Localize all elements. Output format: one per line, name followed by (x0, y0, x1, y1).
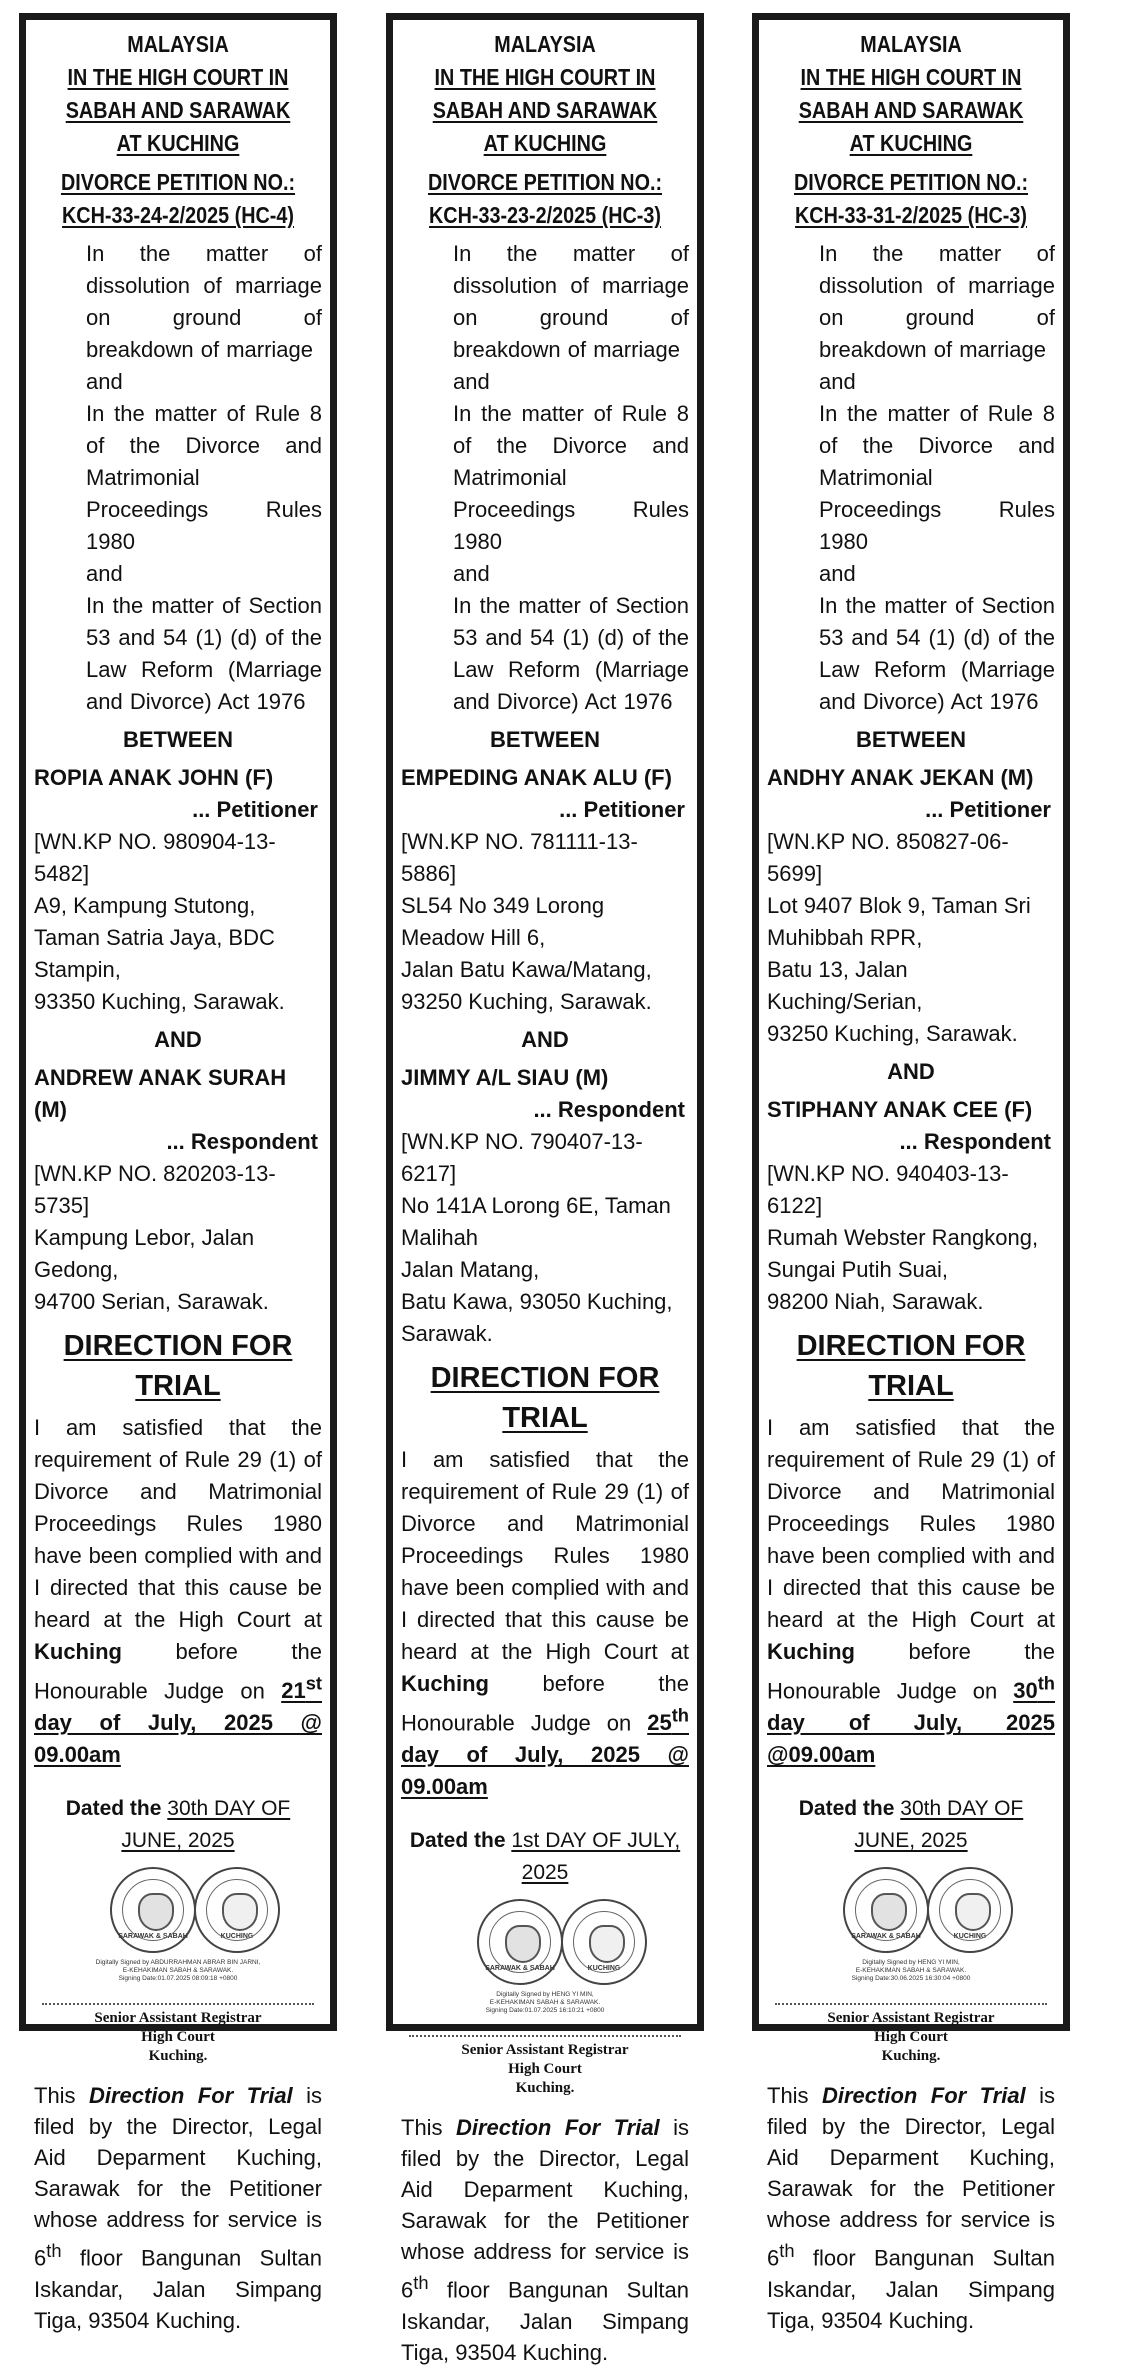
notice-column-2 (386, 13, 704, 2365)
dated-value: 30th DAY OF JUNE, 2025 (121, 1797, 291, 1853)
matter-line: In the matter of Section 53 and 54 (1) (d) of the Law Reform (Marriage and Divorce) Act 1976 (453, 593, 689, 714)
footer-post: is filed by the Director, Legal Aid Deparment Kuching, Sarawak for the Petitioner whose address for service is 6 (401, 2115, 689, 2303)
address-line: Kampung Lebor, Jalan Gedong, (34, 1225, 255, 1282)
address-line: A9, Kampung Stutong, (34, 893, 256, 918)
direction-place: Kuching (767, 1639, 855, 1664)
petitioner-name: EMPEDING ANAK ALU (F) (401, 765, 672, 790)
address-line: Taman Satria Jaya, BDC Stampin, (34, 925, 275, 982)
dated-line (34, 1793, 322, 1857)
petitioner-name: ROPIA ANAK JOHN (F) (34, 765, 274, 790)
address-line: Signing Date:01.07.2025 16:10:21 +0800 (485, 2007, 605, 2015)
respondent-name: STIPHANY ANAK CEE (F) (767, 1097, 1033, 1122)
matter-line: In the matter of Rule 8 of the Divorce and Matrimonial Proceedings Rules 1980 (819, 401, 1055, 554)
matter-line: and (86, 369, 123, 394)
dated-line (401, 1825, 689, 1889)
hearing-day: 21 (281, 1678, 306, 1704)
address-line: Signing Date:30.06.2025 16:30:04 +0800 (851, 1975, 971, 1983)
direction-body (401, 1444, 689, 1803)
notice-column-3 (752, 13, 1070, 2333)
address-line: Rumah Webster Rangkong, (767, 1225, 1039, 1250)
address-line: 93350 Kuching, Sarawak. (34, 989, 285, 1014)
address-line: 94700 Serian, Sarawak. (34, 1289, 269, 1314)
hearing-rest: day of July, 2025 @ 09.00am (401, 1742, 689, 1800)
signature-line (42, 2003, 314, 2005)
petition-number: KCH-33-24-2/2025 (HC-4) (62, 202, 294, 228)
address-line: 98200 Niah, Sarawak. (767, 1289, 984, 1314)
hearing-rest: day of July, 2025 @09.00am (767, 1710, 1055, 1768)
court-seals (34, 1867, 322, 1997)
dated-value: 30th DAY OF JUNE, 2025 (854, 1797, 1024, 1853)
registrar-block (34, 2009, 322, 2066)
seal-left-text: SARAWAK & SABAH (118, 1933, 188, 1941)
petitioner-ic: [WN.KP NO. 850827-06-5699] (767, 829, 1009, 886)
direction-body (767, 1412, 1055, 1771)
court-seals (767, 1867, 1055, 1997)
matter-line: In the matter of dissolution of marriage on ground of breakdown of marriage (819, 241, 1055, 362)
matter-line: In the matter of Section 53 and 54 (1) (d) of the Law Reform (Marriage and Divorce) Act 1976 (86, 593, 322, 714)
matter-block (86, 238, 322, 718)
registrar-place: Kuching. (881, 2048, 941, 2065)
filing-note (34, 2080, 322, 2335)
petitioner-address (34, 890, 322, 1018)
petitioner-role: ... Petitioner (192, 797, 318, 822)
petition-label: DIVORCE PETITION NO.: (793, 169, 1029, 195)
direction-text: I am satisfied that the requirement of Rule 29 (1) of Divorce and Matrimonial Proceedings Rules 1980 have been complied with and I directed that this cause be heard at the High Court at (34, 1415, 322, 1632)
respondent-role: ... Respondent (166, 1129, 318, 1154)
seal-left-text: SARAWAK & SABAH (851, 1933, 921, 1941)
court-seal-registrar-icon (561, 1899, 647, 1985)
court-line-3: AT KUCHING (849, 130, 973, 156)
court-seal-registrar-icon (194, 1867, 280, 1953)
registrar-court: High Court (141, 2029, 215, 2046)
dated-label: Dated the (65, 1797, 162, 1821)
between-label: BETWEEN (856, 727, 966, 752)
respondent-address (34, 1222, 322, 1318)
matter-line: and (453, 369, 490, 394)
direction-text: I am satisfied that the requirement of Rule 29 (1) of Divorce and Matrimonial Proceedings Rules 1980 have been complied with and I directed that this cause be heard at the High Court at (401, 1447, 689, 1664)
petition-label: DIVORCE PETITION NO.: (60, 169, 296, 195)
matter-line: and (819, 369, 856, 394)
signature-line (409, 2035, 681, 2037)
hearing-day-suffix: th (671, 1705, 689, 1726)
footer-pre: This (767, 2083, 809, 2109)
address-line: Lot 9407 Blok 9, Taman Sri Muhibbah RPR, (767, 893, 1031, 950)
matter-line: and (819, 561, 856, 586)
footer-end: floor Bangunan Sultan Iskandar, Jalan Simpang Tiga, 93504 Kuching. (401, 2277, 689, 2365)
court-line-1: IN THE HIGH COURT IN (67, 64, 289, 90)
dated-value: 1st DAY OF JULY, 2025 (511, 1829, 681, 1885)
direction-text-2: before the Honourable Judge on (401, 1671, 689, 1736)
address-line: E-KEHAKIMAN SABAH & SARAWAK. (489, 1999, 601, 2007)
hearing-day-suffix: st (305, 1673, 322, 1694)
and-label: AND (887, 1059, 935, 1084)
footer-post: is filed by the Director, Legal Aid Deparment Kuching, Sarawak for the Petitioner whose address for service is 6 (34, 2083, 322, 2271)
country-heading: MALAYSIA (494, 31, 596, 57)
footer-emphasis: Direction For Trial (455, 2115, 660, 2141)
digital-signature (34, 1959, 322, 1983)
registrar-title: Senior Assistant Registrar (94, 2010, 262, 2027)
address-line: Digitally Signed by HENG YI MIN, (496, 1991, 594, 1999)
footer-post: is filed by the Director, Legal Aid Deparment Kuching, Sarawak for the Petitioner whose address for service is 6 (767, 2083, 1055, 2271)
registrar-title: Senior Assistant Registrar (827, 2010, 995, 2027)
hearing-day: 25 (647, 1710, 672, 1736)
petitioner-address (401, 890, 689, 1018)
respondent-name: JIMMY A/L SIAU (M) (401, 1065, 609, 1090)
court-seal-emblem-icon (110, 1867, 196, 1953)
address-line: Batu 13, Jalan Kuching/Serian, (767, 957, 923, 1014)
registrar-court: High Court (508, 2061, 582, 2078)
address-line: Sarawak. (401, 1321, 493, 1346)
notice-column-1 (19, 13, 337, 2333)
address-line: Signing Date:01.07.2025 08:09:18 +0800 (118, 1975, 238, 1983)
petition-number: KCH-33-23-2/2025 (HC-3) (429, 202, 661, 228)
seal-left-text: SARAWAK & SABAH (485, 1965, 555, 1973)
country-heading: MALAYSIA (127, 31, 229, 57)
dated-line (767, 1793, 1055, 1857)
direction-place: Kuching (401, 1671, 489, 1696)
hearing-day: 30 (1013, 1678, 1038, 1704)
registrar-block (401, 2041, 689, 2098)
matter-block (819, 238, 1055, 718)
court-seal-emblem-icon (843, 1867, 929, 1953)
footer-emphasis: Direction For Trial (821, 2083, 1026, 2109)
address-line: 93250 Kuching, Sarawak. (401, 989, 652, 1014)
seal-right-text: KUCHING (587, 1965, 621, 1973)
respondent-ic: [WN.KP NO. 940403-13-6122] (767, 1161, 1009, 1218)
address-line: No 141A Lorong 6E, Taman Malihah (401, 1193, 671, 1250)
matter-line: In the matter of dissolution of marriage on ground of breakdown of marriage (86, 241, 322, 362)
filing-note (401, 2112, 689, 2367)
matter-line: In the matter of Rule 8 of the Divorce and Matrimonial Proceedings Rules 1980 (453, 401, 689, 554)
court-line-2: SABAH AND SARAWAK (798, 97, 1024, 123)
address-line: E-KEHAKIMAN SABAH & SARAWAK. (122, 1967, 234, 1975)
footer-sup: th (46, 2240, 62, 2262)
footer-sup: th (413, 2272, 429, 2294)
digital-signature (401, 1991, 689, 2015)
footer-end: floor Bangunan Sultan Iskandar, Jalan Simpang Tiga, 93504 Kuching. (767, 2245, 1055, 2333)
matter-line: In the matter of Rule 8 of the Divorce and Matrimonial Proceedings Rules 1980 (86, 401, 322, 554)
seal-right-text: KUCHING (953, 1933, 987, 1941)
respondent-address (401, 1190, 689, 1350)
address-line: Jalan Batu Kawa/Matang, (401, 957, 652, 982)
dated-label: Dated the (409, 1829, 506, 1853)
court-seal-registrar-icon (927, 1867, 1013, 1953)
registrar-place: Kuching. (148, 2048, 208, 2065)
hearing-day-suffix: th (1037, 1673, 1055, 1694)
direction-title: DIRECTION FOR TRIAL (63, 1330, 293, 1402)
filing-note (767, 2080, 1055, 2335)
country-heading: MALAYSIA (860, 31, 962, 57)
address-line: E-KEHAKIMAN SABAH & SARAWAK. (855, 1967, 967, 1975)
petitioner-ic: [WN.KP NO. 781111-13-5886] (401, 829, 638, 886)
petitioner-ic: [WN.KP NO. 980904-13-5482] (34, 829, 276, 886)
respondent-role: ... Respondent (533, 1097, 685, 1122)
registrar-title: Senior Assistant Registrar (461, 2042, 629, 2059)
respondent-ic: [WN.KP NO. 820203-13-5735] (34, 1161, 276, 1218)
address-line: Digitally Signed by ABDURRAHMAN ABRAR BIN JARNI, (95, 1959, 261, 1967)
address-line: SL54 No 349 Lorong Meadow Hill 6, (401, 893, 605, 950)
matter-block (453, 238, 689, 718)
address-line: Digitally Signed by HENG YI MIN, (862, 1959, 960, 1967)
court-line-3: AT KUCHING (116, 130, 240, 156)
matter-line: In the matter of Section 53 and 54 (1) (d) of the Law Reform (Marriage and Divorce) Act 1976 (819, 593, 1055, 714)
petition-label: DIVORCE PETITION NO.: (427, 169, 663, 195)
petitioner-address (767, 890, 1055, 1050)
signature-line (775, 2003, 1047, 2005)
footer-emphasis: Direction For Trial (88, 2083, 293, 2109)
registrar-block (767, 2009, 1055, 2066)
court-line-2: SABAH AND SARAWAK (432, 97, 658, 123)
court-line-3: AT KUCHING (483, 130, 607, 156)
court-line-1: IN THE HIGH COURT IN (800, 64, 1022, 90)
matter-line: In the matter of dissolution of marriage on ground of breakdown of marriage (453, 241, 689, 362)
registrar-place: Kuching. (515, 2080, 575, 2097)
direction-title: DIRECTION FOR TRIAL (796, 1330, 1026, 1402)
court-seal-emblem-icon (477, 1899, 563, 1985)
direction-text: I am satisfied that the requirement of Rule 29 (1) of Divorce and Matrimonial Proceedings Rules 1980 have been complied with and I directed that this cause be heard at the High Court at (767, 1415, 1055, 1632)
footer-pre: This (34, 2083, 76, 2109)
direction-title: DIRECTION FOR TRIAL (430, 1362, 660, 1434)
between-label: BETWEEN (490, 727, 600, 752)
court-line-1: IN THE HIGH COURT IN (434, 64, 656, 90)
and-label: AND (154, 1027, 202, 1052)
and-label: AND (521, 1027, 569, 1052)
dated-label: Dated the (798, 1797, 895, 1821)
registrar-court: High Court (874, 2029, 948, 2046)
respondent-role: ... Respondent (899, 1129, 1051, 1154)
footer-sup: th (779, 2240, 795, 2262)
footer-pre: This (401, 2115, 443, 2141)
respondent-address (767, 1222, 1055, 1318)
matter-line: and (86, 561, 123, 586)
between-label: BETWEEN (123, 727, 233, 752)
petitioner-role: ... Petitioner (559, 797, 685, 822)
direction-place: Kuching (34, 1639, 122, 1664)
respondent-name: ANDREW ANAK SURAH (M) (34, 1065, 287, 1122)
direction-text-2: before the Honourable Judge on (34, 1639, 322, 1704)
digital-signature (767, 1959, 1055, 1983)
petition-number: KCH-33-31-2/2025 (HC-3) (795, 202, 1027, 228)
petitioner-role: ... Petitioner (925, 797, 1051, 822)
address-line: Jalan Matang, (401, 1257, 540, 1282)
court-seals (401, 1899, 689, 2029)
hearing-rest: day of July, 2025 @ 09.00am (34, 1710, 322, 1768)
respondent-ic: [WN.KP NO. 790407-13-6217] (401, 1129, 643, 1186)
matter-line: and (453, 561, 490, 586)
address-line: Sungai Putih Suai, (767, 1257, 949, 1282)
direction-body (34, 1412, 322, 1771)
petitioner-name: ANDHY ANAK JEKAN (M) (767, 765, 1034, 790)
address-line: Batu Kawa, 93050 Kuching, (401, 1289, 673, 1314)
direction-text-2: before the Honourable Judge on (767, 1639, 1055, 1704)
court-line-2: SABAH AND SARAWAK (65, 97, 291, 123)
seal-right-text: KUCHING (220, 1933, 254, 1941)
footer-end: floor Bangunan Sultan Iskandar, Jalan Simpang Tiga, 93504 Kuching. (34, 2245, 322, 2333)
address-line: 93250 Kuching, Sarawak. (767, 1021, 1018, 1046)
